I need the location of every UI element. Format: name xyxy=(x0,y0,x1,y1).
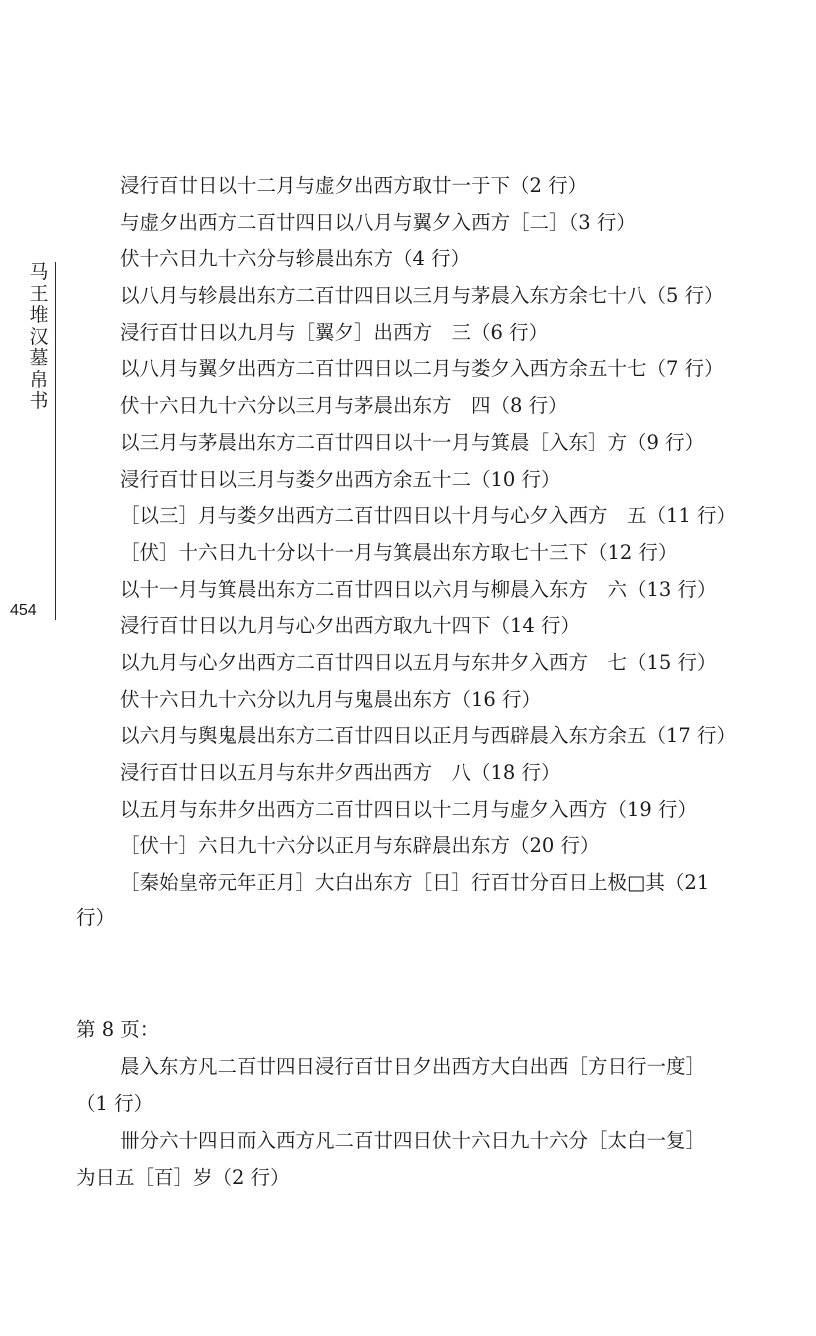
text-line: 以三月与茅晨出东方二百廿四日以十一月与箕晨［入东］方（9 行） xyxy=(120,430,705,454)
text-line: ［伏］十六日九十分以十一月与箕晨出东方取七十三下（12 行） xyxy=(120,540,678,564)
section-heading: 第 8 页： xyxy=(76,1018,160,1041)
text-lines xyxy=(120,168,800,902)
text-line: 以五月与东井夕出西方二百廿四日以十二月与虚夕入西方（19 行） xyxy=(120,797,698,821)
text-line: 以九月与心夕出西方二百廿四日以五月与东井夕入西方 七（15 行） xyxy=(120,650,717,674)
paragraph-first-line: 卌分六十四日而入西方凡二百廿四日伏十六日九十六分［太白一复］ xyxy=(120,1129,706,1152)
text-line: 伏十六日九十六分以三月与茅晨出东方 四（8 行） xyxy=(120,394,568,418)
text-line: 以十一月与箕晨出东方二百廿四日以六月与柳晨入东方 六（13 行） xyxy=(120,577,717,601)
book-title: 马王堆汉墓帛书 xyxy=(29,261,49,412)
text-line: 以八月与轸晨出东方二百廿四日以三月与茅晨入东方余七十八（5 行） xyxy=(120,284,724,308)
paragraph xyxy=(76,1048,794,1122)
text-line: 浸行百廿日以九月与［翼夕］出西方 三（6 行） xyxy=(120,320,549,344)
text-line: 浸行百廿日以三月与娄夕出西方余五十二（10 行） xyxy=(120,467,561,491)
text-line: 伏十六日九十六分与轸晨出东方（4 行） xyxy=(120,247,471,271)
page-number: 454 xyxy=(10,602,37,619)
text-line: 浸行百廿日以九月与心夕出西方取九十四下（14 行） xyxy=(120,614,581,638)
text-line: ［伏十］六日九十六分以正月与东辟晨出东方（20 行） xyxy=(120,834,600,858)
paragraph-continuation: 为日五［百］岁（2 行） xyxy=(76,1166,290,1189)
paragraph xyxy=(76,1122,794,1196)
paragraph-continuation: （1 行） xyxy=(76,1092,154,1115)
text-line: ［秦始皇帝元年正月］大白出东方［日］行百廿分百日上极□其（21 xyxy=(120,871,710,895)
text-line: 浸行百廿日以十二月与虚夕出西方取廿一于下（2 行） xyxy=(120,174,588,197)
text-line: 浸行百廿日以五月与东井夕西出西方 八（18 行） xyxy=(120,761,561,784)
text-line: 以六月与舆鬼晨出东方二百廿四日以正月与西辟晨入东方余五（17 行） xyxy=(120,724,737,748)
text-line: 以八月与翼夕出西方二百廿四日以二月与娄夕入西方余五十七（7 行） xyxy=(120,357,724,381)
text-line: ［以三］月与娄夕出西方二百廿四日以十月与心夕入西方 五（11 行） xyxy=(120,504,737,528)
text-line: 与虚夕出西方二百廿四日以八月与翼夕入西方［二］（3 行） xyxy=(120,210,636,234)
text-line: 伏十六日九十六分以九月与鬼晨出东方（16 行） xyxy=(120,687,542,711)
paragraph-first-line: 晨入东方凡二百廿四日浸行百廿日夕出西方大白出西［方日行一度］ xyxy=(120,1055,706,1078)
margin-rule xyxy=(55,262,56,620)
text-line-continuation: 行） xyxy=(76,906,116,929)
